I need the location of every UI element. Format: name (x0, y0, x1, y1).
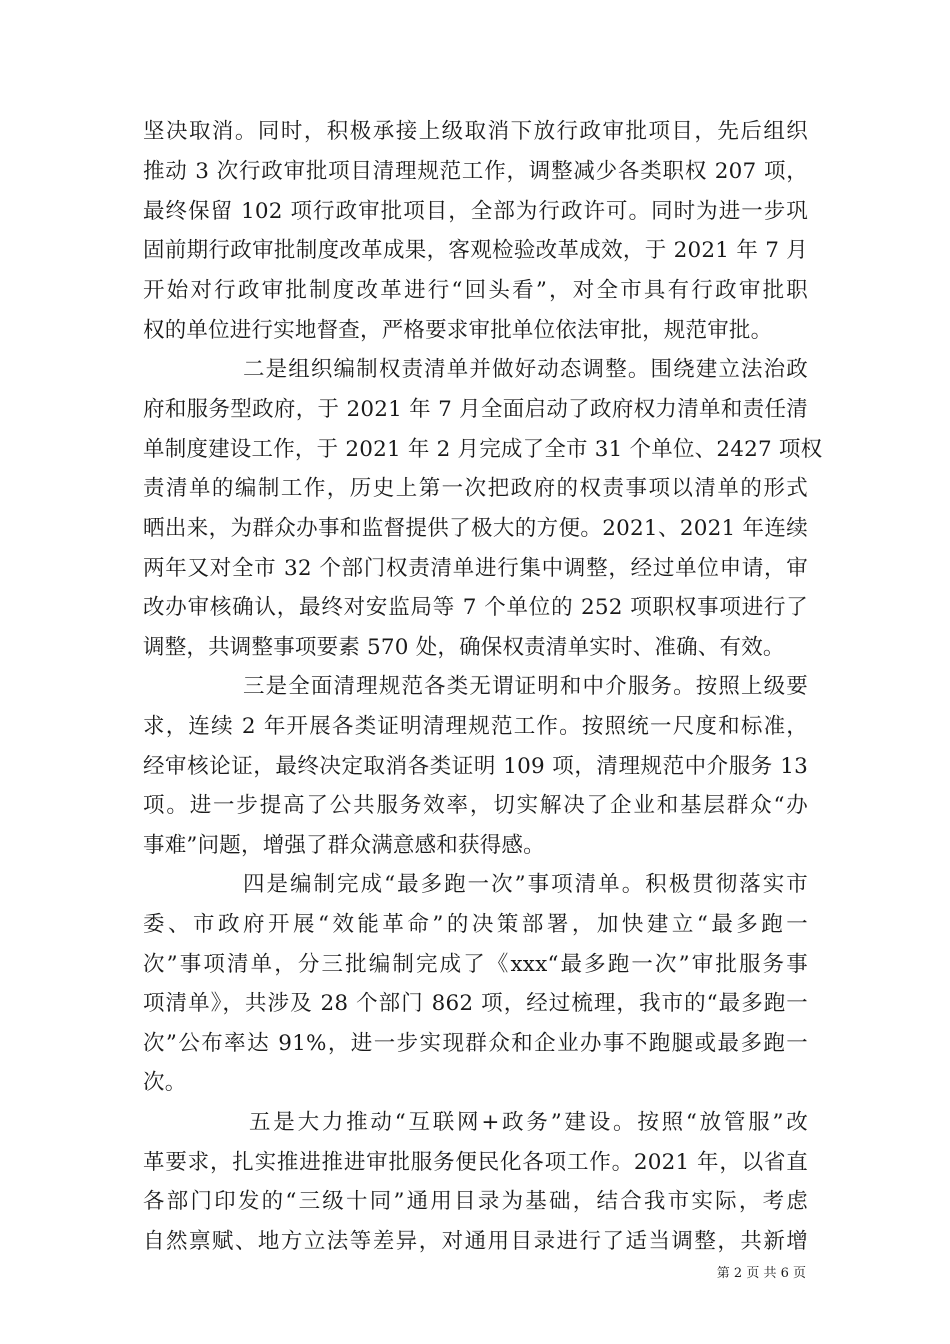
text-line: 改办审核确认，最终对安监局等 7 个单位的 252 项职权事项进行了 (143, 595, 808, 620)
text-line: 革要求，扎实推进推进审批服务便民化各项工作。2021 年，以省直 (143, 1150, 808, 1175)
text-line: 府和服务型政府，于 2021 年 7 月全面启动了政府权力清单和责任清 (143, 397, 808, 422)
text-line: 各部门印发的“三级十同”通用目录为基础，结合我市实际，考虑 (143, 1189, 808, 1214)
paragraph-start: 四是编制完成“最多跑一次”事项清单。积极贯彻落实市 (243, 872, 808, 897)
text-line: 次。 (143, 1070, 187, 1095)
text-line: 次”事项清单，分三批编制完成了《xxx“最多跑一次”审批服务事 (143, 952, 808, 977)
text-line: 自然禀赋、地方立法等差异，对通用目录进行了适当调整，共新增 (143, 1229, 808, 1254)
text-line: 调整，共调整事项要素 570 处，确保权责清单实时、准确、有效。 (143, 635, 785, 660)
text-line: 单制度建设工作，于 2021 年 2 月完成了全市 31 个单位、2427 项权 (143, 437, 823, 462)
text-line: 次”公布率达 91%，进一步实现群众和企业办事不跑腿或最多跑一 (143, 1031, 808, 1056)
text-line: 项清单》，共涉及 28 个部门 862 项，经过梳理，我市的“最多跑一 (143, 991, 808, 1016)
text-line: 责清单的编制工作，历史上第一次把政府的权责事项以清单的形式 (143, 476, 808, 501)
text-line: 固前期行政审批制度改革成果，客观检验改革成效，于 2021 年 7 月 (143, 238, 808, 263)
text-line: 推动 3 次行政审批项目清理规范工作，调整减少各类职权 207 项， (143, 159, 808, 184)
text-line: 两年又对全市 32 个部门权责清单进行集中调整，经过单位申请，审 (143, 556, 808, 581)
text-line: 权的单位进行实地督查，严格要求审批单位依法审批，规范审批。 (143, 318, 773, 343)
text-line: 开始对行政审批制度改革进行“回头看”，对全市具有行政审批职 (143, 278, 808, 303)
text-line: 委、市政府开展“效能革命”的决策部署，加快建立“最多跑一 (143, 912, 808, 937)
text-line: 坚决取消。同时，积极承接上级取消下放行政审批项目，先后组织 (143, 119, 808, 144)
text-line: 事难”问题，增强了群众满意感和获得感。 (143, 833, 545, 858)
text-line: 最终保留 102 项行政审批项目，全部为行政许可。同时为进一步巩 (143, 199, 808, 224)
page-number: 第 2 页 共 6 页 (716, 1266, 806, 1281)
text-line: 求，连续 2 年开展各类证明清理规范工作。按照统一尺度和标准， (143, 714, 808, 739)
text-line: 项。进一步提高了公共服务效率，切实解决了企业和基层群众“办 (143, 793, 808, 818)
text-line: 经审核论证，最终决定取消各类证明 109 项，清理规范中介服务 13 (143, 754, 808, 779)
paragraph-start: 三是全面清理规范各类无谓证明和中介服务。按照上级要 (243, 674, 808, 699)
paragraph-start: 二是组织编制权责清单并做好动态调整。围绕建立法治政 (243, 357, 808, 382)
text-line: 晒出来，为群众办事和监督提供了极大的方便。2021、2021 年连续 (143, 516, 808, 541)
paragraph-start: 五是大力推动“互联网+政务”建设。按照“放管服”改 (249, 1110, 808, 1135)
